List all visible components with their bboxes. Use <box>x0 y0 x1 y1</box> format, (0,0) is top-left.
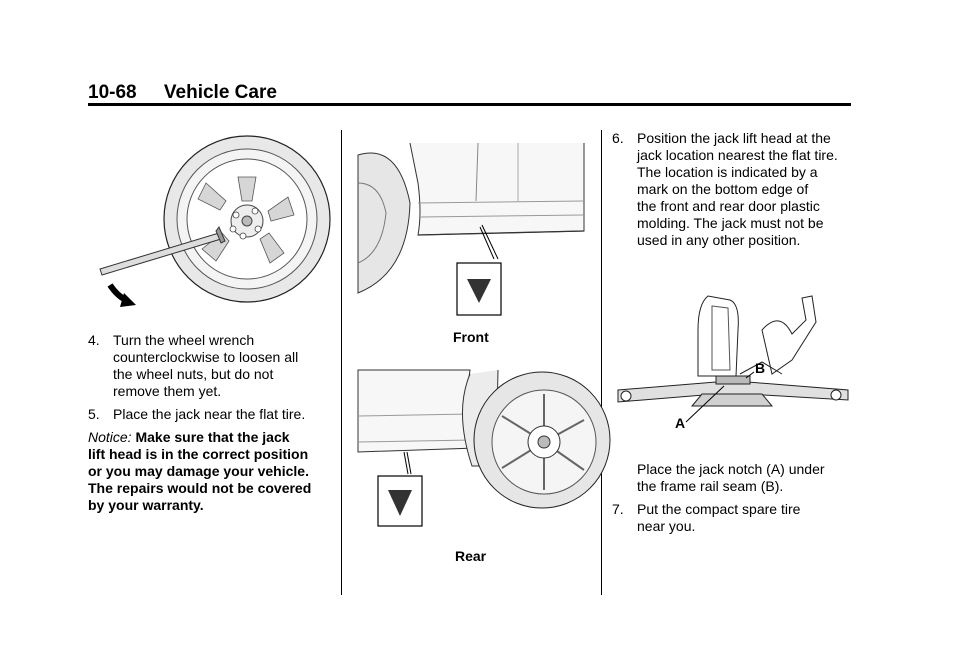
notice-paragraph: Notice: Make sure that the jack lift head is in the correct position or you may damage your vehicle. The repairs would not be covered by your warranty. <box>88 429 312 513</box>
step-4: 4. Turn the wheel wrench counterclockwise to loosen all the wheel nuts, but do not remove them yet. <box>88 332 299 399</box>
step-7: 7. Put the compact spare tire near you. <box>612 501 801 534</box>
front-jack-point-illustration <box>358 143 584 323</box>
page-number: 10-68 <box>88 82 137 103</box>
step-5: 5. Place the jack near the flat tire. <box>88 406 306 422</box>
caption-front: Front <box>453 329 489 345</box>
rear-jack-point-illustration <box>358 370 584 530</box>
column-divider <box>601 130 602 595</box>
wheel-wrench-illustration <box>88 135 333 315</box>
header-rule <box>88 103 851 106</box>
notice-label: Notice: <box>88 429 132 445</box>
callout-b: B <box>755 360 766 376</box>
section-title: Vehicle Care <box>163 82 277 103</box>
caption-rear: Rear <box>455 548 487 564</box>
callout-a: A <box>675 415 686 431</box>
column-left-text <box>88 332 333 514</box>
step-6: 6. Position the jack lift head at the jack location nearest the flat tire. The location is indicated by a mark on the bottom edge of the front and rear door plastic molding. The jack must not be used in any other position. <box>612 130 838 248</box>
jack-note: Place the jack notch (A) under the frame rail seam (B). <box>637 461 825 494</box>
jack-illustration <box>612 290 852 435</box>
column-right-lower-text <box>612 461 862 535</box>
page-header <box>88 82 277 104</box>
column-divider <box>341 130 342 595</box>
